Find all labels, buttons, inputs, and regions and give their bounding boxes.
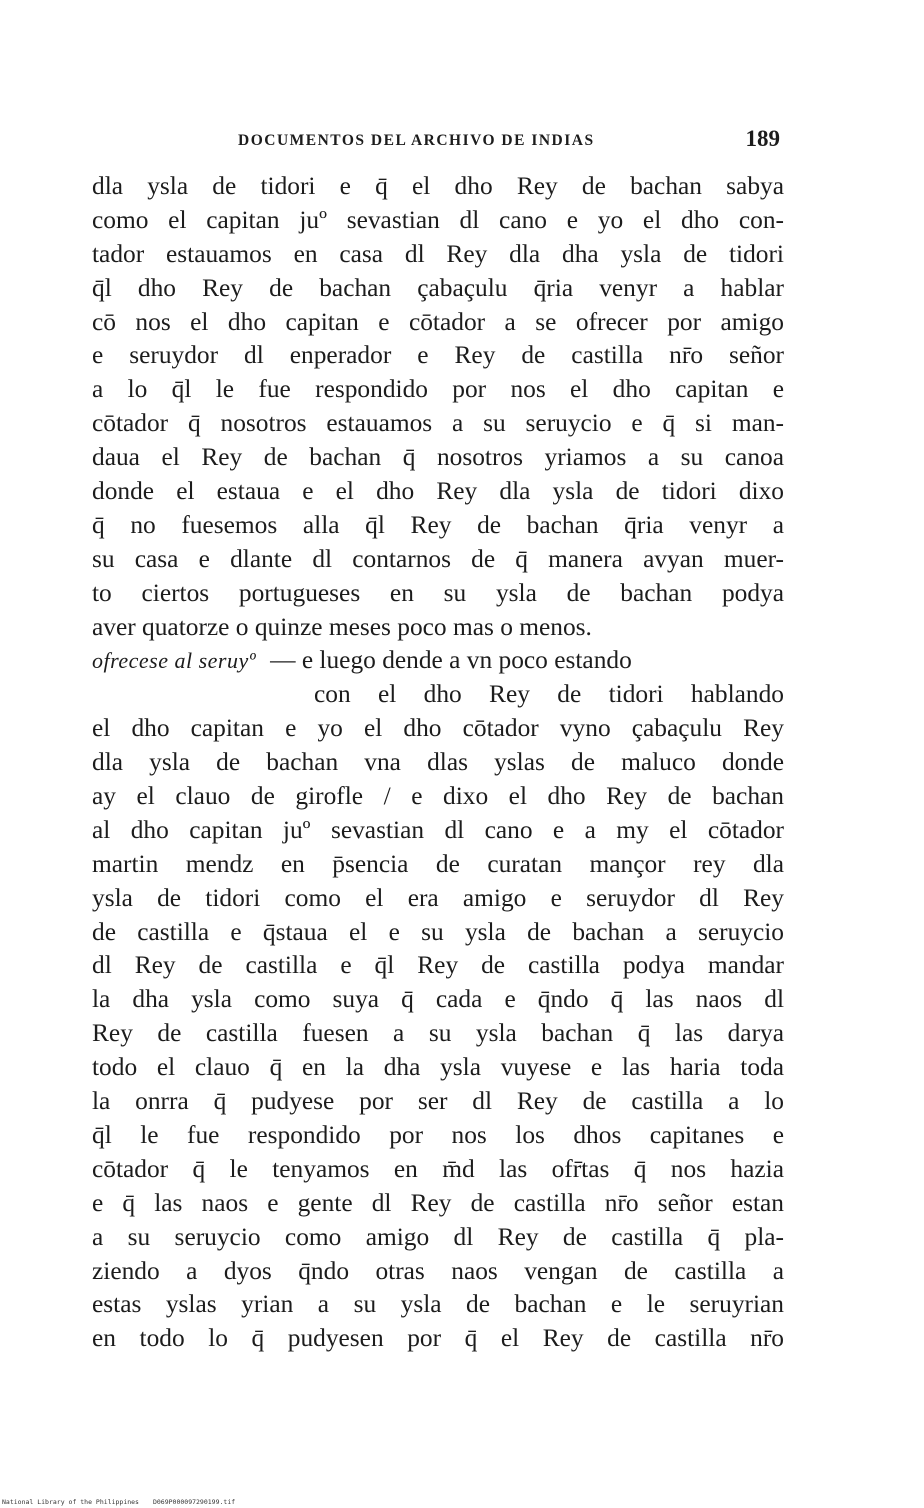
page-header bbox=[92, 126, 784, 160]
text-line: dla ysla de tidori e q̄ el dho Rey de bachan sabya bbox=[92, 172, 784, 200]
text-line: e q̄ las naos e gente dl Rey de castilla nr̄o señor estan bbox=[92, 1188, 784, 1217]
text-line: ysla de tidori como el era amigo e seruydor dl Rey bbox=[92, 883, 784, 912]
text-line: tador estauamos en casa dl Rey dla dha ysla de tidori bbox=[92, 239, 784, 268]
text-line: cōtador q̄ nosotros estauamos a su seruycio e q̄ si man- bbox=[92, 409, 784, 438]
indented-line: con el dho Rey de tidori hablando bbox=[314, 680, 784, 709]
text-line: dl Rey de castilla e q̄l Rey de castilla podya mandar bbox=[92, 951, 784, 980]
sidenote-line-text: — e luego dende a vn poco estando bbox=[270, 646, 632, 675]
sidenote-line bbox=[92, 644, 784, 678]
text-line: e seruydor dl enperador e Rey de castilla nr̄o señor bbox=[92, 341, 784, 370]
text-line: to ciertos portugueses en su ysla de bachan podya bbox=[92, 578, 784, 607]
text-line: como el capitan juº sevastian dl cano e yo el dho con- bbox=[92, 205, 784, 234]
text-line: todo el clauo q̄ en la dha ysla vuyese e las haria toda bbox=[92, 1053, 784, 1082]
file-id: D069P000097290199.tif bbox=[152, 1498, 236, 1506]
text-line: q̄l dho Rey de bachan çabaçulu q̄ria venyr a hablar bbox=[92, 273, 784, 302]
text-line: cō nos el dho capitan e cōtador a se ofrecer por amigo bbox=[92, 307, 784, 336]
text-line: su casa e dlante dl contarnos de q̄ manera avyan muer- bbox=[92, 544, 784, 573]
scan-footer bbox=[2, 1498, 249, 1506]
text-line: a lo q̄l le fue respondido por nos el dho capitan e bbox=[92, 375, 784, 404]
text-line: q̄l le fue respondido por nos los dhos capitanes e bbox=[92, 1120, 784, 1149]
text-line: el dho capitan e yo el dho cōtador vyno çabaçulu Rey bbox=[92, 714, 784, 743]
text-line: dla ysla de bachan vna dlas yslas de maluco donde bbox=[92, 748, 784, 777]
text-line: de castilla e q̄staua el e su ysla de bachan a seruycio bbox=[92, 917, 784, 946]
text-line: al dho capitan juº sevastian dl cano e a my el cōtador bbox=[92, 815, 784, 844]
text-line: estas yslas yrian a su ysla de bachan e le seruyrian bbox=[92, 1290, 784, 1319]
text-line: la dha ysla como suya q̄ cada e q̄ndo q̄ las naos dl bbox=[92, 985, 784, 1014]
text-line: en todo lo q̄ pudyesen por q̄ el Rey de castilla nr̄o bbox=[92, 1324, 784, 1353]
text-line: daua el Rey de bachan q̄ nosotros yriamos a su canoa bbox=[92, 443, 784, 472]
library-credit: National Library of the Philippines bbox=[2, 1498, 139, 1506]
text-line: la onrra q̄ pudyese por ser dl Rey de castilla a lo bbox=[92, 1087, 784, 1116]
text-line: cōtador q̄ le tenyamos en m̄d las ofr̄tas q̄ nos hazia bbox=[92, 1154, 784, 1183]
text-line: a su seruycio como amigo dl Rey de castilla q̄ pla- bbox=[92, 1222, 784, 1251]
text-line: Rey de castilla fuesen a su ysla bachan q̄ las darya bbox=[92, 1019, 784, 1048]
text-line: aver quatorze o quinze meses poco mas o menos. bbox=[92, 612, 592, 641]
running-head: DOCUMENTOS DEL ARCHIVO DE INDIAS bbox=[238, 132, 595, 149]
text-line: ziendo a dyos q̄ndo otras naos vengan de castilla a bbox=[92, 1256, 784, 1285]
text-line: martin mendz en p̄sencia de curatan mançor rey dla bbox=[92, 849, 784, 878]
text-line: ay el clauo de girofle / e dixo el dho Rey de bachan bbox=[92, 782, 784, 811]
page-number: 189 bbox=[745, 126, 780, 151]
text-line: q̄ no fuesemos alla q̄l Rey de bachan q̄ria venyr a bbox=[92, 510, 784, 539]
body-text bbox=[92, 170, 784, 1356]
marginal-note: ofrecese al seruyº bbox=[92, 648, 257, 674]
text-line: donde el estaua e el dho Rey dla ysla de tidori dixo bbox=[92, 477, 784, 506]
